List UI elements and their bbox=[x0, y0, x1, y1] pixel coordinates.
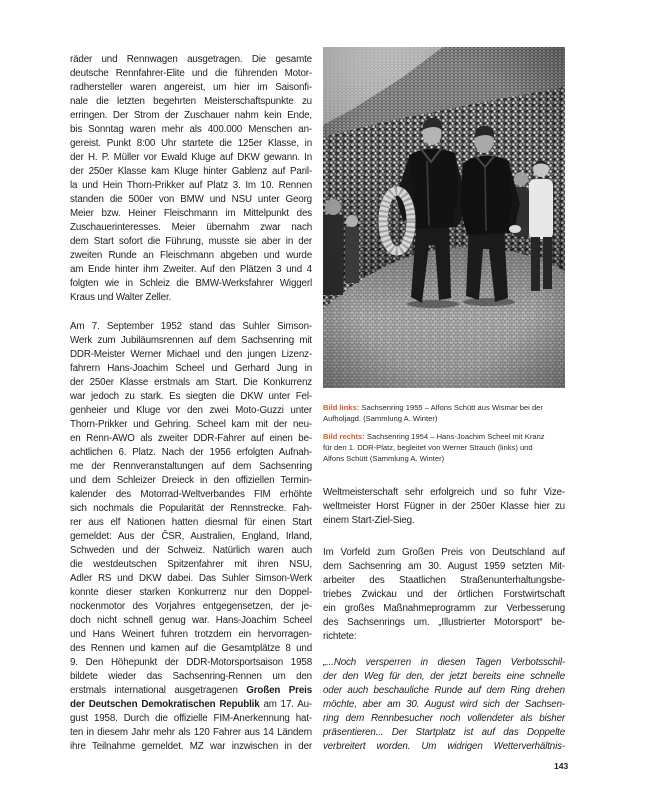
text-line: dem Start sofort die Führung, musste sie aber in der bbox=[70, 236, 312, 247]
caption-line: für den 1. DDR-Platz, begleitet von Werner Strauch (links) und bbox=[323, 443, 533, 452]
text-line: gereist. Punkt 8:00 Uhr startete die 125er Klasse, in bbox=[70, 138, 312, 149]
text-line: kalender des Motorrad-Weltverbandes FIM erhöhte bbox=[70, 489, 312, 500]
text-line: standen die 500er von BMW und NSU unter Georg bbox=[70, 194, 312, 205]
text-line: folgten wie in Schleiz die BMW-Werksfahrer Wiggerl bbox=[70, 278, 312, 289]
caption-text: Sachsenring 1955 – Alfons Schütt aus Wismar bei der bbox=[361, 403, 543, 412]
text-line: oder auch beschauliche Runde auf dem Ring drehen bbox=[323, 685, 565, 696]
text-line: ihre Teilnahme gemeldet. MZ war inzwischen in der bbox=[70, 741, 312, 752]
text-line: einem Start-Ziel-Sieg. bbox=[323, 515, 415, 526]
text-line: der 250er Klasse erstmals am Start. Die Konkurrenz bbox=[70, 377, 312, 388]
text-line: 9. Den Höhepunkt der DDR-Motorsportsaison 1958 bbox=[70, 657, 312, 668]
text-line: und Hans Weinert fuhren trotzdem ein hervorragen- bbox=[70, 629, 312, 640]
text-segment: am 17. Au- bbox=[259, 699, 312, 710]
text-line: Thorn-Prikker und Gehring. Scheel kam mit der neu- bbox=[70, 419, 312, 430]
photo-illustration bbox=[323, 47, 565, 388]
text-line: sich nochmals die Popularität der Rennstrecke. Fah- bbox=[70, 503, 312, 514]
text-line: der 250er Klasse kam Kluge hinter Gablenz auf Paril- bbox=[70, 166, 312, 177]
caption-line bbox=[323, 431, 565, 442]
bold-phrase: der Deutschen Demokratischen Republik bbox=[70, 699, 260, 710]
text-line: war jedoch zu stark. Es siegten die DKW unter Fel- bbox=[70, 391, 312, 402]
text-line: verbreitert worden. Um widrigen Wetterverhältnis- bbox=[323, 741, 565, 752]
text-line: fahrern Hans-Joachim Scheel und Gerhard Jung in bbox=[70, 363, 312, 374]
text-line: Schweden und der Schweiz. Natürlich waren auch bbox=[70, 545, 312, 556]
text-line: präsentieren... Der Startplatz ist auf das Doppelte bbox=[323, 727, 565, 738]
text-line: doch nicht schnell genug war. Hans-Joachim Scheel bbox=[70, 615, 312, 626]
page-number: 143 bbox=[554, 761, 569, 771]
text-line: genheier und Kluge vor den zwei Moto-Guzzi unter bbox=[70, 405, 312, 416]
text-line: die westdeutschen Spitzenfahrer mit ihren NSU, bbox=[70, 559, 312, 570]
text-line: dem Sachsenring am 30. August 1959 setzten Mit- bbox=[323, 561, 565, 572]
text-line: nockenmotor des Vorjahres entgegensetzen, der je- bbox=[70, 601, 312, 612]
text-line: Zuschauerinteresses. Meier übernahm zwar nach bbox=[70, 222, 312, 233]
text-line: me der Rennveranstaltungen auf dem Sachsenring bbox=[70, 461, 312, 472]
text-line: Meier bzw. Heiner Fleischmann im Mittelpunkt des bbox=[70, 208, 312, 219]
text-line: und dem Schleizer Dreieck in den offiziellen Termin- bbox=[70, 475, 312, 486]
text-line: bis Sonntag waren mehr als 400.000 Menschen an- bbox=[70, 124, 312, 135]
text-line: der H. P. Müller vor Ewald Kluge auf DKW gewann. In bbox=[70, 152, 312, 163]
text-line: DDR-Meister Werner Michael und den jungen Lizenz- bbox=[70, 349, 312, 360]
text-line: ten in diesem Jahr mehr als 120 Fahrer aus 14 Ländern bbox=[70, 727, 312, 738]
text-line: des Rennen und kamen auf die Gesamtplätze 8 und bbox=[70, 643, 312, 654]
text-line: „...Noch versperren in diesen Tagen Verbotsschil- bbox=[323, 657, 565, 668]
caption-label: Bild links: bbox=[323, 403, 360, 412]
quote-illustrierter-motorsport bbox=[323, 656, 565, 754]
text-line: zweiten Runde an Fleischmann abgeben und wurde bbox=[70, 250, 312, 261]
text-line: Am 7. September 1952 stand das Suhler Simson- bbox=[70, 321, 312, 332]
text-line: Im Vorfeld zum Großen Preis von Deutschland auf bbox=[323, 547, 565, 558]
paragraph-rennen-elite bbox=[70, 53, 312, 305]
text-line bbox=[70, 684, 312, 698]
paragraph-vorfeld-1959 bbox=[323, 546, 565, 644]
text-line: triebes Zwickau und der örtlichen Forstwirtschaft bbox=[323, 589, 565, 600]
text-line: Adler RS und DKW dabei. Das Suhler Simson-Werk bbox=[70, 573, 312, 584]
text-line: räder und Rennwagen ausgetragen. Die gesamte bbox=[70, 54, 312, 65]
caption-line: Aufholjagd. (Sammlung A. Winter) bbox=[323, 414, 438, 423]
caption-line bbox=[323, 402, 565, 413]
text-line: konnte dieser starken Konkurrenz nur den Doppel- bbox=[70, 587, 312, 598]
bold-phrase: Großen Preis bbox=[246, 685, 312, 696]
text-line: nale die letzten begehrten Meisterschaftspunkte zu bbox=[70, 96, 312, 107]
text-line: erringen. Der Strom der Zuschauer nahm kein Ende, bbox=[70, 110, 312, 121]
text-line: möchte, aber am 30. August wird sich der Sachsen- bbox=[323, 699, 565, 710]
text-line: rer aus elf Nationen hatten diesmal für einen Start bbox=[70, 517, 312, 528]
text-line: gust 1958. Durch die offizielle FIM-Anerkennung hat- bbox=[70, 713, 312, 724]
text-line: en Renn-AWO als zweiter DDR-Fahrer auf einen be- bbox=[70, 433, 312, 444]
text-segment: erstmals international ausgetragenen bbox=[70, 685, 247, 696]
paragraph-fuegner-sieg bbox=[323, 486, 565, 528]
caption-left-photo bbox=[323, 402, 565, 424]
text-line: ein großes Maßnahmeprogramm zur Verbesserung bbox=[323, 603, 565, 614]
text-line: achtlichen 6. Platz. Nach der 1956 erfolgten Aufnah- bbox=[70, 447, 312, 458]
text-line: bildete wieder das Sachsenring-Rennen um den bbox=[70, 671, 312, 682]
text-line: des Sachsenrings um. „Illustrierter Motorsport“ be- bbox=[323, 617, 565, 628]
text-line: ring dem Rennbesucher noch vollendeter als bisher bbox=[323, 713, 565, 724]
caption-line: Alfons Schütt (Sammlung A. Winter) bbox=[323, 454, 445, 463]
text-line bbox=[70, 698, 312, 712]
text-line: richtete: bbox=[323, 631, 357, 642]
text-line: Weltmeisterschaft sehr erfolgreich und so fuhr Vize- bbox=[323, 487, 565, 498]
text-line: weltmeister Horst Fügner in der 250er Klasse hier zu bbox=[323, 501, 565, 512]
text-line: deutsche Rennfahrer-Elite und die führenden Motor- bbox=[70, 68, 312, 79]
text-line: la und Hein Thorn-Prikker auf Platz 3. Im 10. Rennen bbox=[70, 180, 312, 191]
text-line: Werk zum Jubiläumsrennen auf dem Sachsenring mit bbox=[70, 335, 312, 346]
caption-right-photo bbox=[323, 431, 565, 464]
text-line: am Ende hinter ihm Zweiter. Auf den Plätzen 3 und 4 bbox=[70, 264, 312, 275]
photo-sachsenring-1954 bbox=[323, 47, 565, 388]
text-line: der den Weg für den, der jetzt bereits eine schnelle bbox=[323, 671, 565, 682]
text-line: radhersteller waren angereist, um hier im Saisonfi- bbox=[70, 82, 312, 93]
caption-text: Sachsenring 1954 – Hans-Joachim Scheel mit Kranz bbox=[366, 432, 545, 441]
text-line: gemeldet: Aus der ČSR, Australien, England, Irland, bbox=[70, 531, 312, 542]
text-line: Kraus und Walter Zeller. bbox=[70, 292, 172, 303]
text-line: arbeiter des Staatlichen Straßenunterhaltungsbe- bbox=[323, 575, 565, 586]
paragraph-simson-1952 bbox=[70, 320, 312, 754]
caption-label: Bild rechts: bbox=[323, 432, 365, 441]
